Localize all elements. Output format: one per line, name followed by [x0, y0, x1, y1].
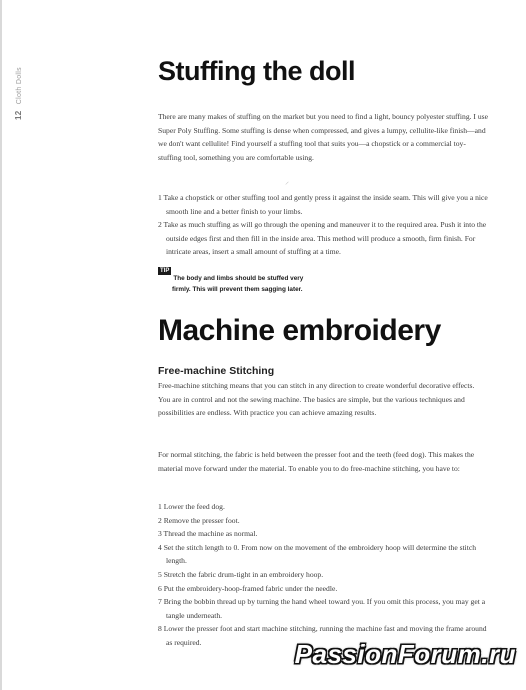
- list-item: 7 Bring the bobbin thread up by turning the hand wheel toward you. If you omit this process, you may get a tangle underneath.: [158, 597, 486, 620]
- subsection-title: Free-machine Stitching: [158, 365, 275, 377]
- list-item: 3 Thread the machine as normal.: [158, 529, 258, 539]
- page-number: 12: [14, 110, 23, 120]
- list-item: 4 Set the stitch length to 0. From now on the movement of the embroidery hoop will determine the stitch length.: [158, 542, 477, 566]
- stuffing-steps-list: [158, 191, 490, 259]
- embroidery-paragraph-2: For normal stitching, the fabric is held between the presser foot and the teeth (feed dog). This makes the material move forward under the material. To enable you to do free-machine stitching, you have to:: [158, 450, 475, 473]
- tip-text-line1: The body and limbs should be stuffed very: [173, 275, 304, 282]
- watermark-logo: PassionForum.ru: [294, 639, 516, 669]
- list-item: 6 Put the embroidery-hoop-framed fabric under the needle.: [158, 583, 338, 593]
- list-item: 1 Take a chopstick or other stuffing tool and gently press it against the inside seam. This will give you a nice smooth line and a better finish to your limbs.: [158, 193, 488, 216]
- decorative-mark: ⸝: [285, 177, 289, 186]
- list-item: 5 Stretch the fabric drum-tight in an embroidery hoop.: [158, 569, 324, 579]
- page-edge: [0, 0, 2, 690]
- book-title: Cloth Dolls: [16, 67, 23, 105]
- list-item: 8 Lower the presser foot and start machine stitching, running the machine fast and moving the frame around as required.: [158, 624, 487, 647]
- list-item: 2 Take as much stuffing as will go through the opening and maneuver it to the required area. Push it into the outside edges first and then fill in the inside area. This method will produce a smooth, firm finish. For intricate areas, insert a small amount of stuffing at a time.: [158, 220, 487, 257]
- side-running-head: [14, 67, 23, 120]
- list-item: 2 Remove the presser foot.: [158, 515, 240, 525]
- embroidery-intro-paragraph: Free-machine stitching means that you can stitch in any direction to create wonderful decorative effects. You are in control and not the sewing machine. The basics are simple, but the various techniques and possibilities are endless. With practice you can achieve amazing results.: [158, 381, 475, 418]
- tip-badge: TIP: [160, 268, 170, 274]
- stuffing-intro-paragraph: There are many makes of stuffing on the market but you need to find a light, bouncy polyester stuffing. I use Super Poly Stuffing. Some stuffing is dense when compressed, and gives a lumpy, cellulite-like finish—and we don't want cellulite! Find yourself a stuffing tool that suits you—a chopstick or a commercial toy-stuffing tool, something you are comfortable using.: [158, 112, 488, 162]
- embroidery-steps-list: [158, 500, 490, 650]
- tip-box: [158, 267, 458, 295]
- section-title-embroidery: Machine embroidery: [158, 314, 441, 347]
- section-title-stuffing: Stuffing the doll: [158, 56, 355, 86]
- tip-text-line2: firmly. This will prevent them sagging later.: [172, 286, 303, 293]
- list-item: 1 Lower the feed dog.: [158, 502, 225, 511]
